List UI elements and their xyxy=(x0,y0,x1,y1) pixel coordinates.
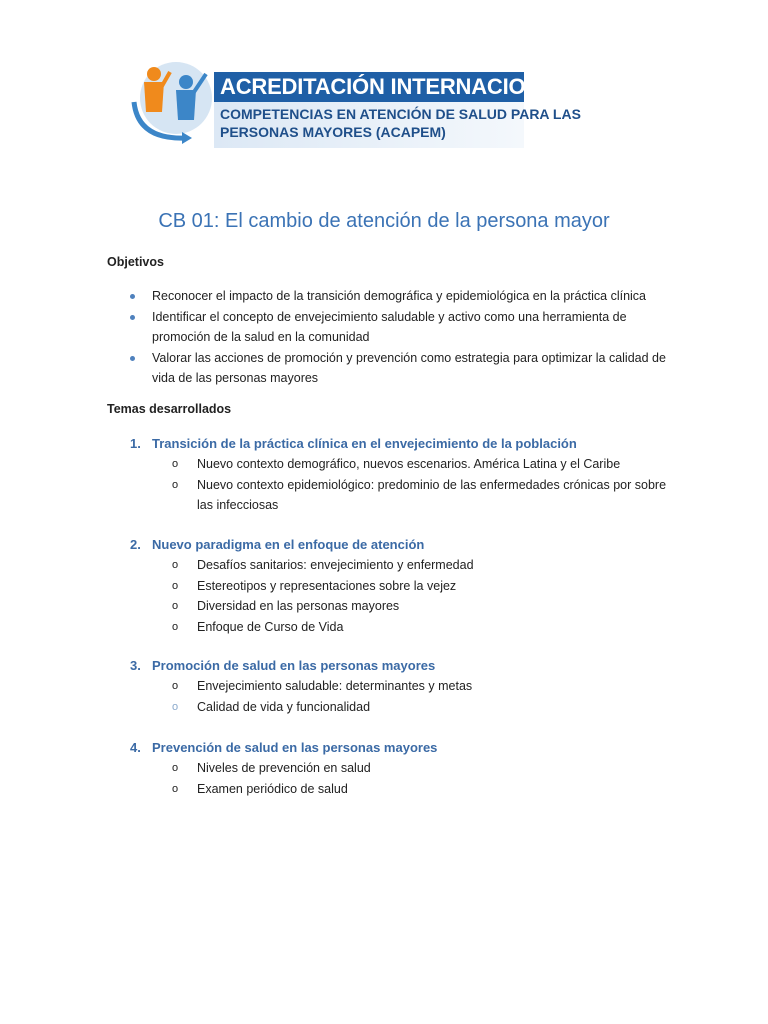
elderly-figures-globe-icon xyxy=(128,58,214,148)
list-item-text: Calidad de vida y funcionalidad xyxy=(197,699,371,714)
acapem-logo xyxy=(128,58,606,148)
topic-number: 1. xyxy=(130,436,141,451)
objectives-heading: Objetivos xyxy=(107,255,164,269)
topic-title xyxy=(130,656,730,676)
circle-bullet-icon: o xyxy=(172,600,179,612)
circle-bullet-icon: o xyxy=(172,762,179,774)
topic-number: 4. xyxy=(130,740,141,755)
objective-item xyxy=(128,348,688,389)
bullet-icon xyxy=(130,356,135,361)
objective-item xyxy=(128,286,688,307)
circle-bullet-icon: o xyxy=(172,579,179,592)
topic-title-text: Promoción de salud en las personas mayores xyxy=(152,658,436,673)
list-item xyxy=(172,454,730,475)
objective-text: Reconocer el impacto de la transición demográfica y epidemiológica en la práctica clínica xyxy=(152,289,647,303)
list-item xyxy=(172,779,730,800)
list-item xyxy=(172,758,730,779)
list-item-text: Envejecimiento saludable: determinantes y metas xyxy=(197,679,473,693)
bullet-icon xyxy=(130,294,135,299)
topic-title-text: Transición de la práctica clínica en el envejecimiento de la población xyxy=(152,436,577,451)
topic-title xyxy=(130,434,730,454)
logo-title-line2: COMPETENCIAS EN ATENCIÓN DE SALUD PARA LAS xyxy=(220,106,581,122)
topic-sublist xyxy=(172,555,730,637)
topic-title xyxy=(130,738,730,758)
list-item xyxy=(172,576,730,597)
circle-bullet-icon: o xyxy=(172,782,179,795)
topic-section xyxy=(130,434,730,516)
topic-title-text: Nuevo paradigma en el enfoque de atención xyxy=(152,537,425,552)
circle-bullet-icon: o xyxy=(172,478,179,491)
list-item xyxy=(172,617,730,638)
bullet-icon xyxy=(130,315,135,320)
topic-section xyxy=(130,738,730,799)
topic-section xyxy=(130,535,730,637)
topic-title-text: Prevención de salud en las personas mayores xyxy=(152,740,438,755)
topic-number: 3. xyxy=(130,658,141,673)
objectives-list xyxy=(128,286,688,389)
list-item-text: Nuevo contexto demográfico, nuevos escenarios. América Latina y el Caribe xyxy=(197,457,621,471)
topic-sublist xyxy=(172,454,730,516)
logo-title-line1: ACREDITACIÓN INTERNACIONAL DE xyxy=(220,74,606,99)
logo-title-line3: PERSONAS MAYORES (ACAPEM) xyxy=(220,124,446,140)
list-item xyxy=(172,555,730,576)
list-item-text: Niveles de prevención en salud xyxy=(197,761,371,775)
list-item-text: Desafíos sanitarios: envejecimiento y enfermedad xyxy=(197,558,474,572)
topic-number: 2. xyxy=(130,537,141,552)
objective-item xyxy=(128,307,688,348)
list-item xyxy=(172,676,730,697)
circle-bullet-icon: o xyxy=(172,680,179,692)
list-item xyxy=(172,475,667,516)
page-title: CB 01: El cambio de atención de la persona mayor xyxy=(158,210,610,232)
topics-heading: Temas desarrollados xyxy=(107,402,232,416)
list-item xyxy=(172,596,730,617)
circle-bullet-icon: o xyxy=(172,458,179,470)
circle-bullet-icon: o xyxy=(172,559,179,571)
circle-bullet-icon: o xyxy=(172,700,179,713)
topic-sublist xyxy=(172,676,730,717)
list-item-text: Diversidad en las personas mayores xyxy=(197,599,400,613)
topic-sublist xyxy=(172,758,730,799)
objective-text: Valorar las acciones de promoción y prevención como estrategia para optimizar la calidad de vida de las personas mayores xyxy=(152,350,666,385)
list-item-text: Estereotipos y representaciones sobre la vejez xyxy=(197,578,457,593)
list-item-text: Nuevo contexto epidemiológico: predominio de las enfermedades crónicas por sobre las infecciosas xyxy=(197,477,667,512)
list-item-text: Enfoque de Curso de Vida xyxy=(197,619,344,634)
list-item xyxy=(172,697,730,718)
topic-title xyxy=(130,535,730,555)
topic-section xyxy=(130,656,730,717)
objective-text: Identificar el concepto de envejecimiento saludable y activo como una herramienta de promoción de la salud en la comunidad xyxy=(152,309,627,344)
circle-bullet-icon: o xyxy=(172,620,179,633)
list-item-text: Examen periódico de salud xyxy=(197,781,348,796)
